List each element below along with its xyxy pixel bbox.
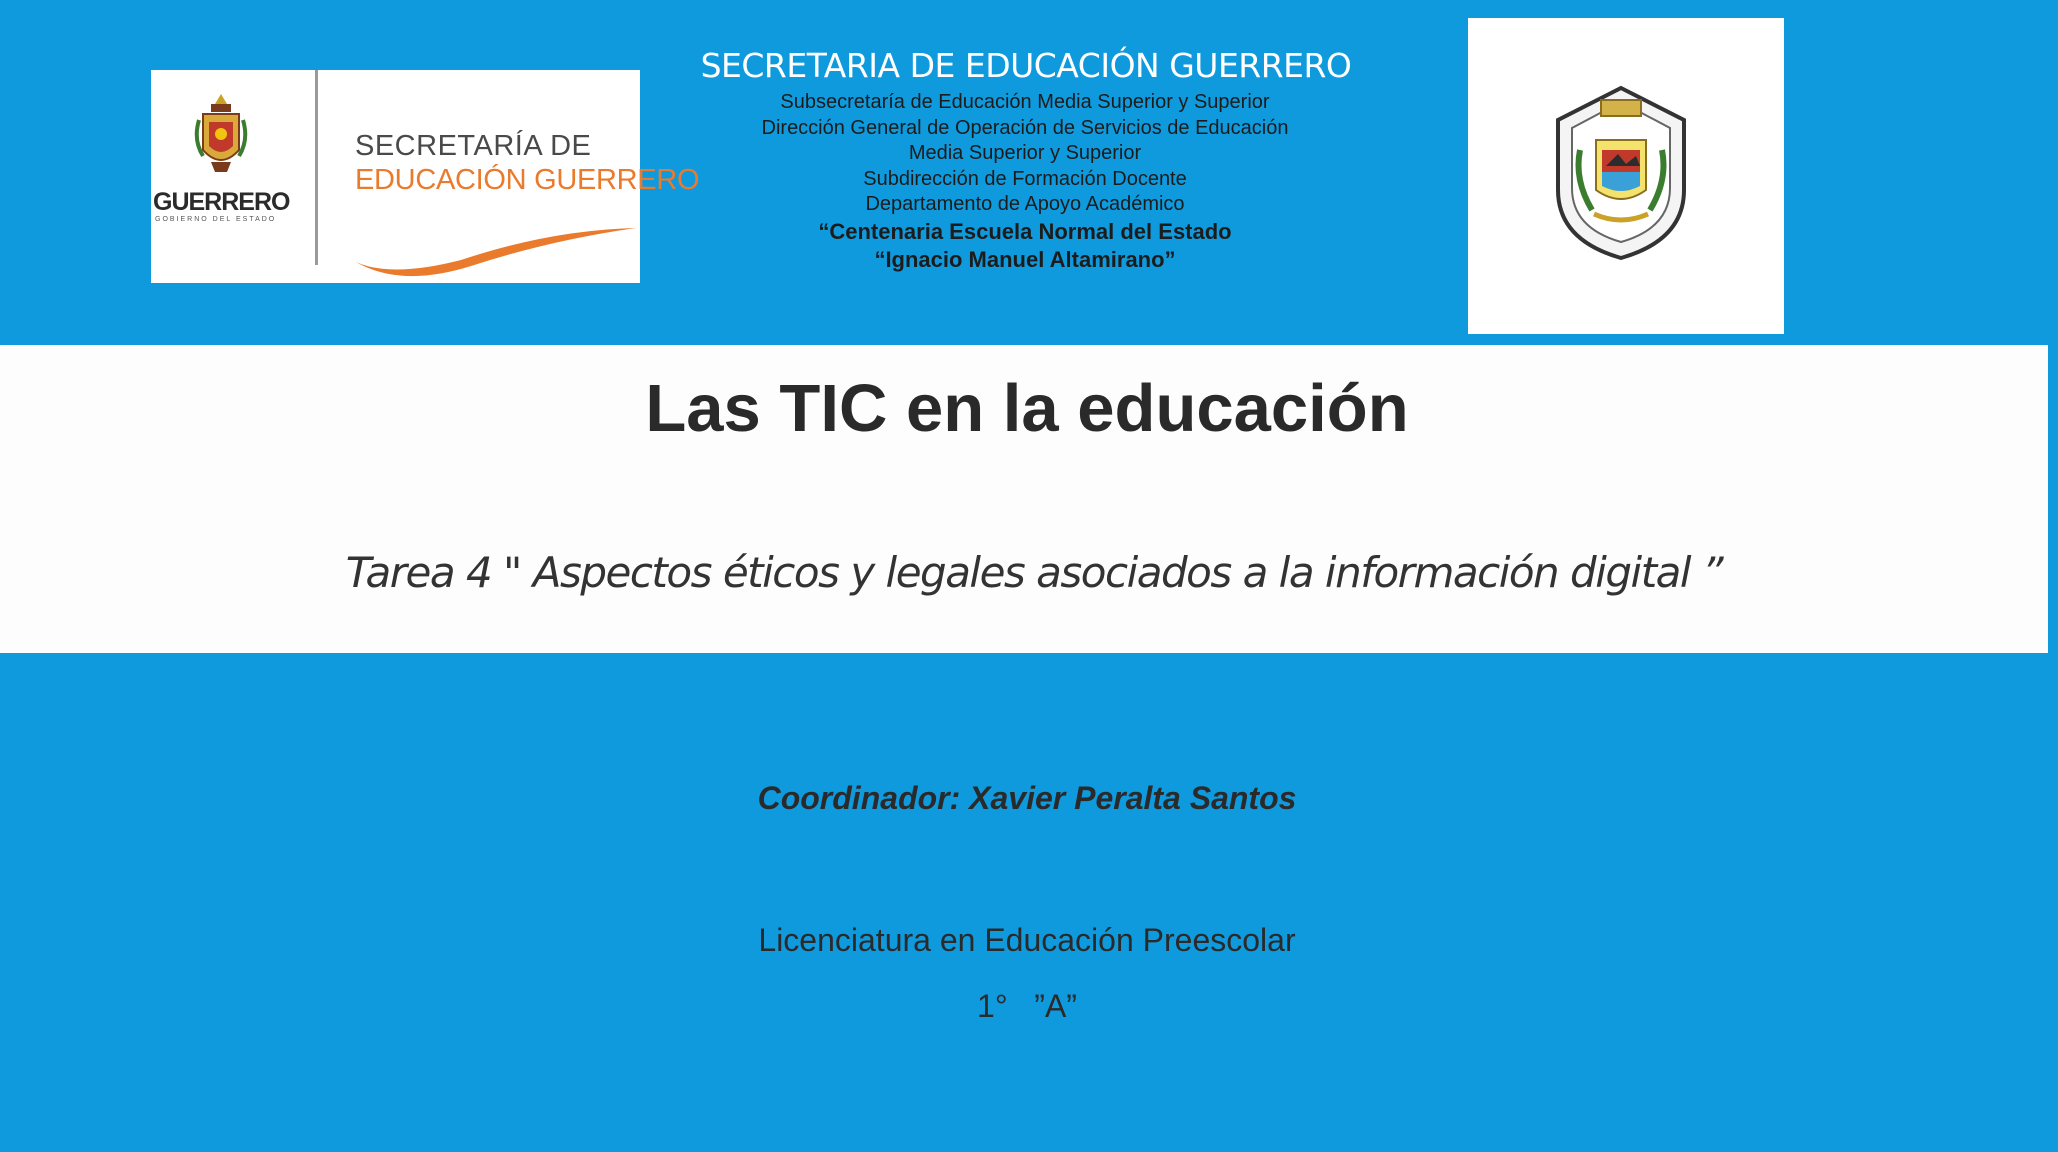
school-name-line-2: “Ignacio Manuel Altamirano” — [874, 246, 1176, 272]
state-crest-icon — [191, 90, 251, 185]
header-line-2: Dirección General de Operación de Servicios de Educación — [761, 116, 1289, 139]
header-line-4: Subdirección de Formación Docente — [863, 167, 1187, 190]
school-name-line-1: “Centenaria Escuela Normal del Estado — [818, 218, 1232, 244]
institution-title: SECRETARIA DE EDUCACIÓN GUERRERO — [700, 46, 1352, 85]
logo-divider — [315, 70, 318, 265]
orange-swoosh-icon — [351, 200, 640, 280]
group-label: 1° ”A” — [977, 988, 1077, 1024]
logo-secretaria-text: SECRETARÍA DE — [355, 130, 592, 162]
institution-header — [650, 42, 1400, 274]
logo-educacion-text: EDUCACIÓN GUERRERO — [355, 164, 700, 196]
header-line-5: Departamento de Apoyo Académico — [865, 193, 1185, 215]
assignment-subtitle: Tarea 4 " Aspectos éticos y legales asociados a la información digital ” — [345, 548, 1723, 597]
page-title: Las TIC en la educación — [645, 371, 1409, 446]
header-line-3: Media Superior y Superior — [908, 142, 1142, 164]
sep-guerrero-logo — [151, 70, 700, 283]
coordinator-name: Coordinador: Xavier Peralta Santos — [757, 780, 1297, 816]
state-subtext: GOBIERNO DEL ESTADO — [155, 216, 277, 223]
state-name: GUERRERO — [153, 188, 290, 216]
school-emblem-box — [1468, 18, 1784, 334]
header-line-1: Subsecretaría de Educación Media Superior y Superior — [780, 91, 1270, 113]
footer-band — [0, 653, 2048, 1152]
school-shield-icon — [1546, 80, 1696, 265]
degree-name: Licenciatura en Educación Preescolar — [758, 922, 1296, 958]
